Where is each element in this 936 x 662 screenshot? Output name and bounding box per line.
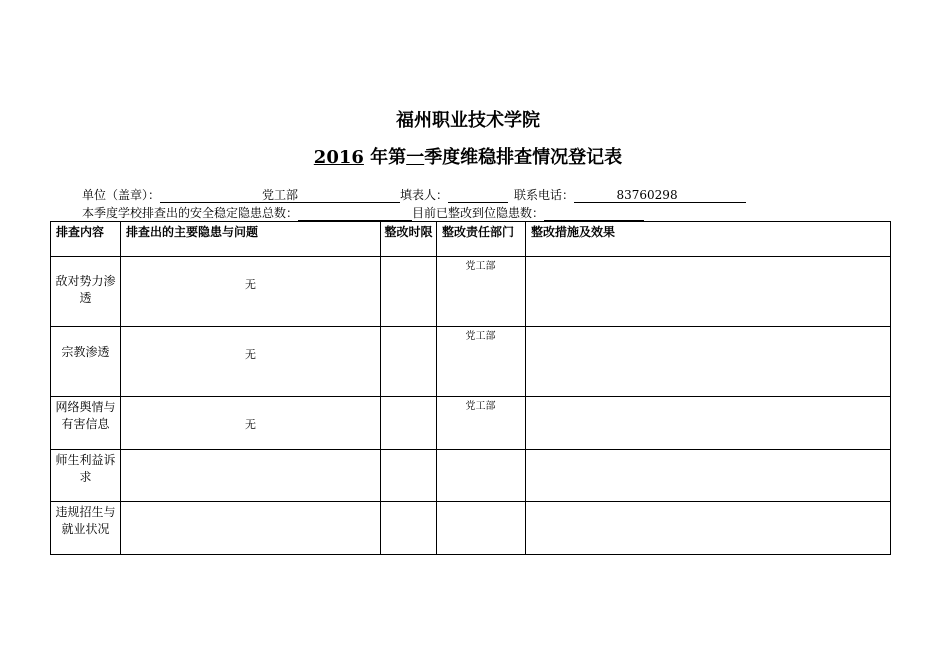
row-department[interactable] [437, 257, 526, 327]
row-problem[interactable] [121, 327, 381, 397]
row-deadline[interactable] [381, 450, 437, 502]
title-year: 2016 [313, 147, 364, 168]
filler-label: 填表人： [400, 188, 449, 202]
unit-field[interactable] [160, 187, 400, 203]
row-measures[interactable] [526, 257, 891, 327]
phone-value: 83760298 [616, 188, 678, 202]
row-deadline[interactable] [381, 397, 437, 450]
row-problem[interactable] [121, 450, 381, 502]
row-category [51, 257, 121, 327]
header-deadline: 整改时限 [381, 222, 437, 257]
row-department-text: 党工部 [465, 401, 496, 412]
table-row [51, 502, 891, 555]
row-problem-text: 无 [245, 278, 256, 291]
phone-field[interactable] [574, 187, 746, 203]
document-title: 福州职业技术学院 [396, 110, 540, 131]
row-department-text: 党工部 [465, 261, 496, 272]
hazard-total-label: 本季度学校排查出的安全稳定隐患总数： [82, 206, 299, 220]
header-problem: 排查出的主要隐患与问题 [121, 222, 381, 257]
row-measures[interactable] [526, 502, 891, 555]
row-category-text: 宗教渗透 [61, 345, 110, 359]
row-category-text: 网络舆情与有害信息 [55, 400, 116, 431]
header-category: 排查内容 [51, 222, 121, 257]
row-problem[interactable] [121, 502, 381, 555]
fixed-label: 目前已整改到位隐患数： [412, 206, 545, 220]
title-quarter: 一 [406, 147, 425, 168]
row-measures[interactable] [526, 397, 891, 450]
title-text-a: 年第 [363, 147, 407, 168]
row-problem-text: 无 [245, 418, 256, 431]
phone-label: 联系电话： [514, 188, 575, 202]
row-category [51, 397, 121, 450]
row-measures[interactable] [526, 450, 891, 502]
row-category [51, 327, 121, 397]
unit-label: 单位（盖章）： [82, 188, 161, 202]
row-department[interactable] [437, 397, 526, 450]
table-row [51, 257, 891, 327]
row-department[interactable] [437, 450, 526, 502]
row-deadline[interactable] [381, 257, 437, 327]
hazard-total-field[interactable] [298, 205, 412, 221]
title-text-b: 季度维稳排查情况登记表 [424, 147, 623, 168]
row-deadline[interactable] [381, 502, 437, 555]
header-measures: 整改措施及效果 [526, 222, 891, 257]
document-subtitle [0, 143, 936, 169]
row-measures[interactable] [526, 327, 891, 397]
registration-table [50, 221, 891, 555]
info-line-unit [82, 187, 746, 203]
row-deadline[interactable] [381, 327, 437, 397]
table-row [51, 397, 891, 450]
row-category-text: 敌对势力渗透 [55, 274, 116, 305]
row-problem[interactable] [121, 397, 381, 450]
row-problem[interactable] [121, 257, 381, 327]
table-row [51, 450, 891, 502]
table-header-row [51, 222, 891, 257]
table-row [51, 327, 891, 397]
filler-field[interactable] [448, 187, 508, 203]
row-department[interactable] [437, 327, 526, 397]
info-line-hazards [82, 205, 644, 221]
row-category [51, 502, 121, 555]
row-category-text: 师生利益诉求 [55, 453, 116, 484]
row-department[interactable] [437, 502, 526, 555]
row-problem-text: 无 [245, 348, 256, 361]
fixed-field[interactable] [544, 205, 644, 221]
row-department-text: 党工部 [465, 331, 496, 342]
unit-value: 党工部 [262, 188, 299, 202]
row-category-text: 违规招生与就业状况 [55, 505, 116, 536]
row-category [51, 450, 121, 502]
header-department: 整改责任部门 [437, 222, 526, 257]
